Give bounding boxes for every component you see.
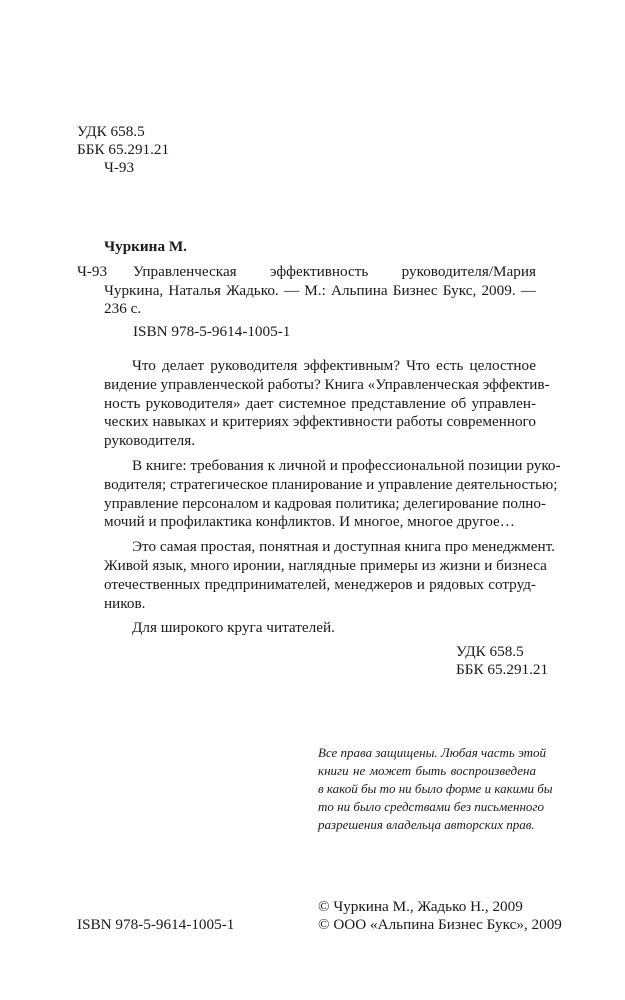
- annotation-line: Живой язык, много иронии, наглядные примеры из жизни и бизнеса: [104, 556, 547, 574]
- copyright-line: © Чуркина М., Жадько Н., 2009: [318, 898, 523, 915]
- entry-title-line: 236 с.: [104, 300, 142, 317]
- bbk-code-right: ББК 65.291.21: [456, 661, 549, 678]
- udk-code-right: УДК 658.5: [456, 643, 524, 660]
- footer-isbn: ISBN 978-5-9614-1005-1: [77, 916, 235, 933]
- annotation-line: управление персоналом и кадровая политика; делегирование полно-: [104, 494, 547, 512]
- entry-title-cont: [104, 282, 536, 319]
- annotation-paragraph: [104, 619, 536, 638]
- annotation-line: ность руководителя» дает системное представление об управлен-: [104, 394, 536, 412]
- annotation-line: руководителя.: [104, 432, 196, 450]
- rights-line: то ни было средствами без письменного: [318, 799, 544, 814]
- entry-isbn: ISBN 978-5-9614-1005-1: [133, 323, 291, 340]
- annotation-paragraph: [104, 357, 550, 451]
- udk-code: УДК 658.5: [77, 123, 145, 140]
- annotation: [104, 357, 561, 638]
- entry-code: Ч-93: [77, 263, 108, 280]
- annotation-line: Для широкого круга читателей.: [132, 619, 335, 637]
- annotation-line: водителя; стратегическое планирование и управление деятельностью;: [104, 475, 558, 493]
- annotation-line: Что делает руководителя эффективным? Что есть целостное: [132, 357, 536, 374]
- annotation-line: ников.: [104, 594, 146, 612]
- annotation-line: Это самая простая, понятная и доступная книга про менеджмент.: [132, 538, 555, 556]
- rights-line: в какой бы то ни было форме и какими бы: [318, 781, 553, 796]
- rights-notice: [318, 744, 553, 834]
- rights-line: разрешения владельца авторских прав.: [318, 817, 535, 832]
- copyright-line: © ООО «Альпина Бизнес Букс», 2009: [318, 916, 562, 933]
- annotation-paragraph: [104, 538, 555, 613]
- entry-title-line: Чуркина, Наталья Жадько. — М.: Альпина Бизнес Букс, 2009. —: [104, 281, 536, 299]
- annotation-line: видение управленческой работы? Книга «Управленческая эффектив-: [104, 375, 550, 393]
- entry-title: [133, 263, 536, 282]
- annotation-line: отечественных предпринимателей, менеджеров и рядовых сотруд-: [104, 575, 536, 593]
- annotation-line: мочий и профилактика конфликтов. И многое, многое другое…: [104, 513, 515, 531]
- annotation-paragraph: [104, 456, 561, 532]
- annotation-line: В книге: требования к личной и профессиональной позиции руко-: [132, 456, 561, 474]
- rights-line: книги не может быть воспроизведена: [318, 763, 536, 778]
- author-code: Ч-93: [104, 159, 135, 176]
- annotation-line: ческих навыках и критериях эффективности работы современного: [104, 413, 536, 431]
- author-heading: Чуркина М.: [104, 238, 187, 255]
- entry-title-line: Управленческая эффективность руководителя/Мария: [133, 263, 536, 280]
- bbk-code: ББК 65.291.21: [77, 141, 170, 158]
- rights-line: Все права защищены. Любая часть этой: [318, 745, 547, 760]
